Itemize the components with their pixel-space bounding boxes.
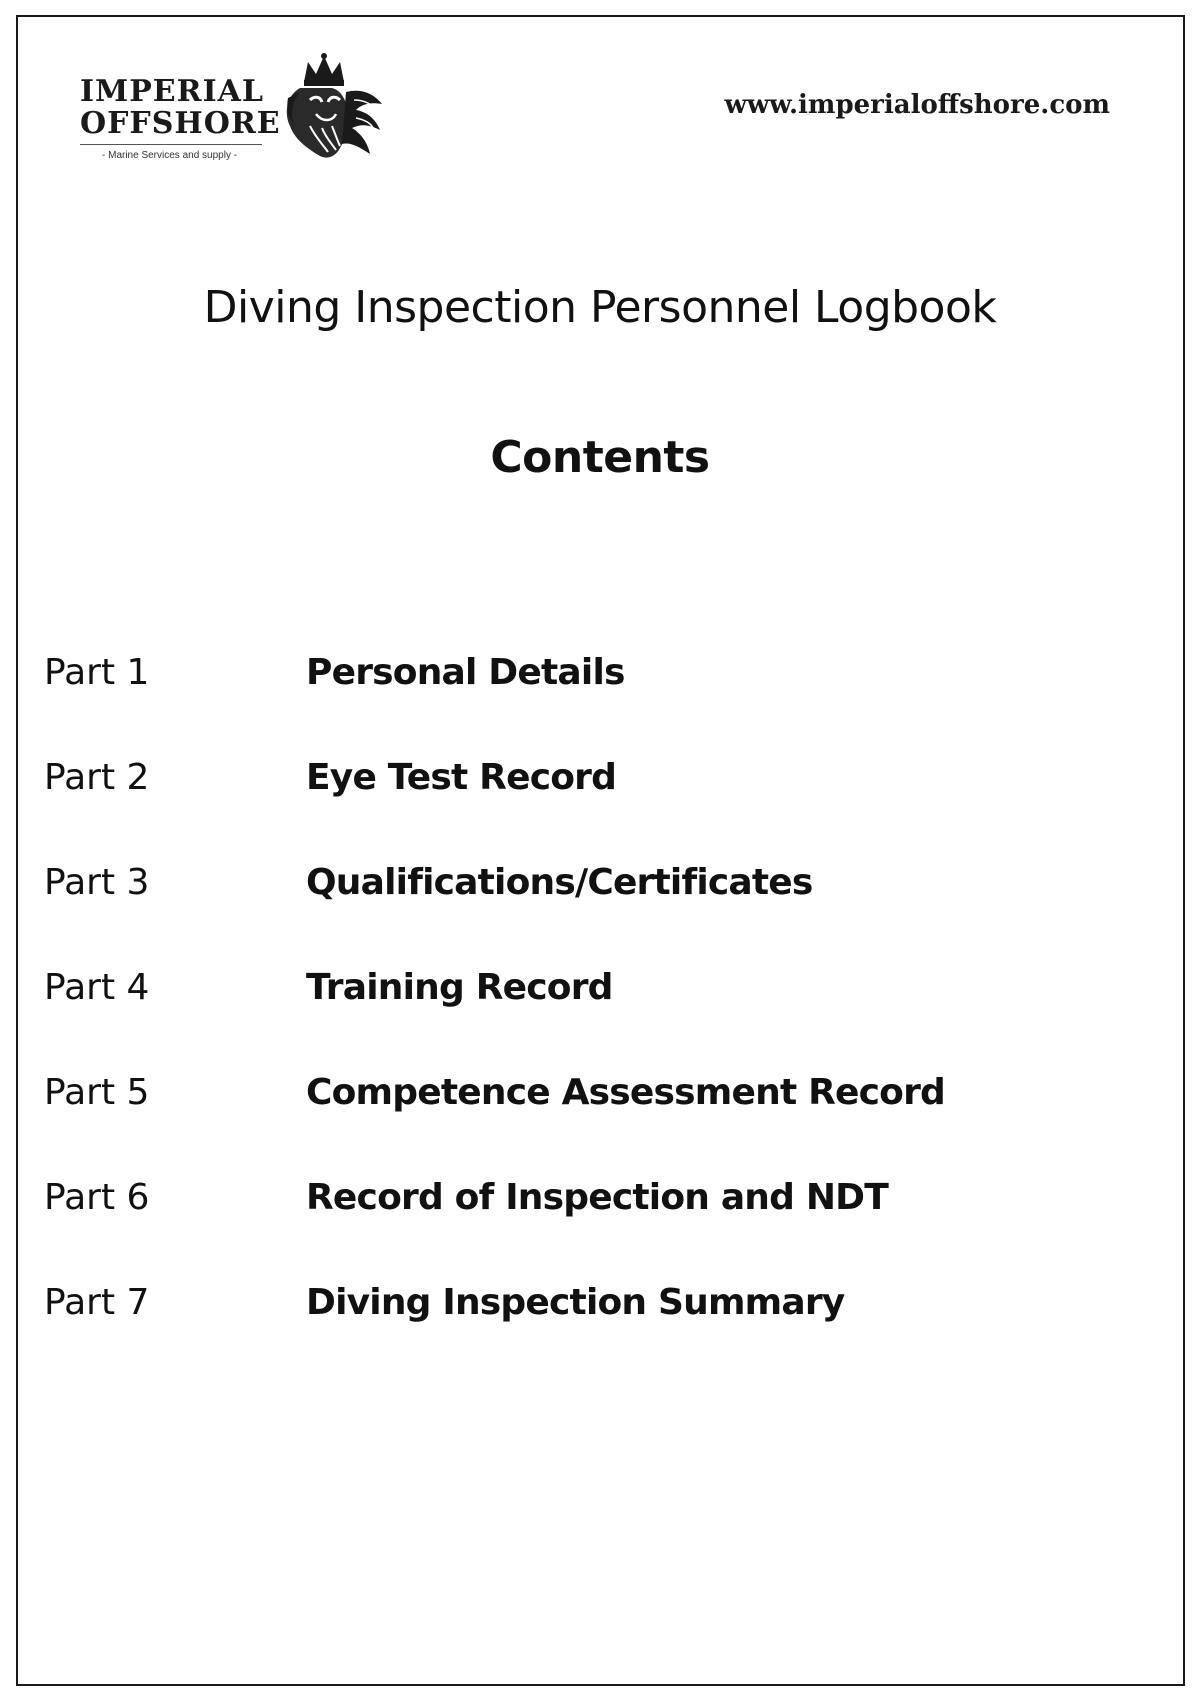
toc-section-title: Record of Inspection and NDT [306, 1177, 889, 1218]
toc-row-part-7[interactable] [44, 1282, 1144, 1387]
toc-section-title: Eye Test Record [306, 757, 617, 798]
company-logo [78, 52, 398, 172]
toc-part-label: Part 6 [44, 1177, 150, 1218]
logo-line-1: IMPERIAL [80, 74, 265, 109]
toc-row-part-6[interactable] [44, 1177, 1144, 1282]
toc-part-label: Part 5 [44, 1072, 150, 1113]
toc-part-label: Part 1 [44, 652, 150, 693]
toc-row-part-5[interactable] [44, 1072, 1144, 1177]
toc-row-part-4[interactable] [44, 967, 1144, 1072]
document-title: Diving Inspection Personnel Logbook [203, 282, 997, 333]
toc-section-title: Competence Assessment Record [306, 1072, 946, 1113]
logo-divider [80, 144, 262, 145]
toc-section-title: Qualifications/Certificates [306, 862, 813, 903]
toc-part-label: Part 2 [44, 757, 150, 798]
logo-tagline: - Marine Services and supply - [102, 150, 238, 161]
logo-line-2: OFFSHORE [80, 106, 281, 141]
toc-section-title: Diving Inspection Summary [306, 1282, 845, 1323]
toc-part-label: Part 7 [44, 1282, 150, 1323]
toc-row-part-1[interactable] [44, 652, 1144, 757]
toc-row-part-3[interactable] [44, 862, 1144, 967]
toc-section-title: Training Record [306, 967, 613, 1008]
toc-row-part-2[interactable] [44, 757, 1144, 862]
toc-part-label: Part 4 [44, 967, 150, 1008]
table-of-contents [44, 652, 1144, 1387]
toc-part-label: Part 3 [44, 862, 150, 903]
poseidon-crown-icon [266, 52, 388, 164]
toc-section-title: Personal Details [306, 652, 625, 693]
website-url[interactable]: www.imperialoffshore.com [724, 90, 1110, 120]
contents-heading: Contents [490, 432, 710, 483]
